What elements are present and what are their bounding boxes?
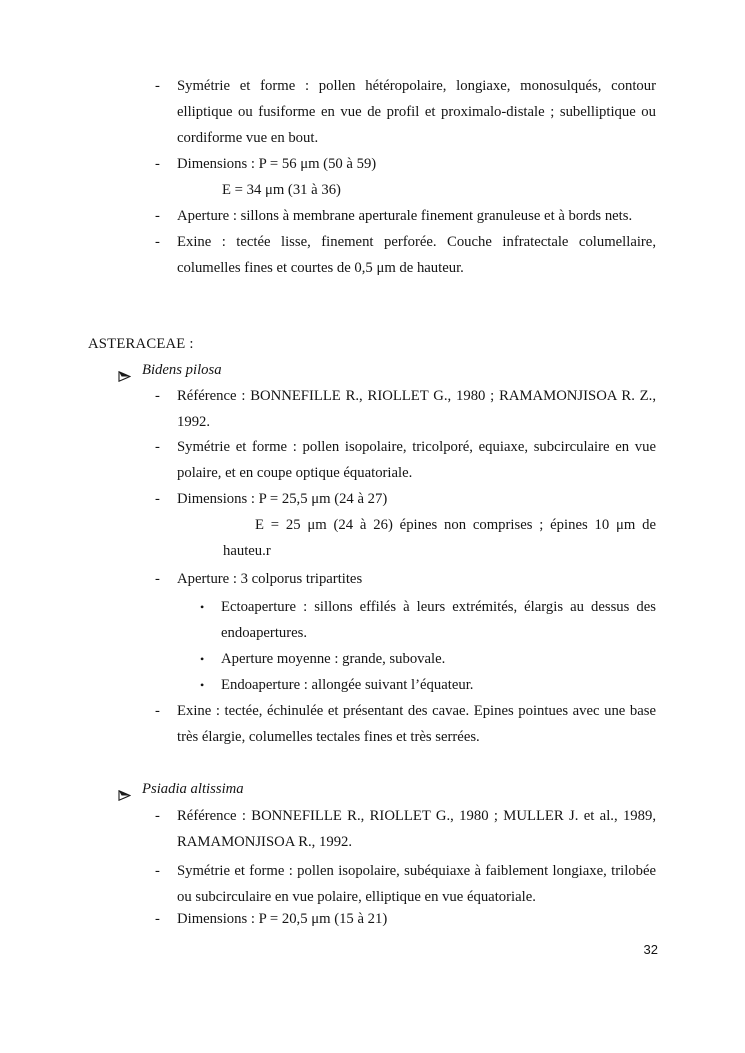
item-text: E = 34 μm (31 à 36) <box>222 182 341 198</box>
dash-marker: - <box>155 388 160 404</box>
item-text: Dimensions : P = 56 μm (50 à 59) <box>177 156 377 172</box>
species-heading-bidens-pilosa <box>0 357 745 383</box>
bullet-marker: • <box>200 652 205 666</box>
item-text: Dimensions : P = 20,5 μm (15 à 21) <box>177 911 388 927</box>
item-text: Référence : BONNEFILLE R., RIOLLET G., 1980 ; MULLER J. et al., 1989, RAMAMONJISOA R., 1992. <box>177 808 656 850</box>
species-heading-psiadia-altissima <box>0 776 745 802</box>
list-item-dimensions-e <box>0 512 745 538</box>
list-item-symetrie <box>0 434 745 486</box>
list-item-dimensions-e-continuation <box>0 538 745 564</box>
item-text: Aperture : sillons à membrane aperturale finement granuleuse et à bords nets. <box>177 208 633 224</box>
dash-marker: - <box>155 911 160 927</box>
dash-marker: - <box>155 78 160 94</box>
item-text: Symétrie et forme : pollen isopolaire, tricolporé, equiaxe, subcirculaire en vue polaire, et en coupe optique équatoriale. <box>177 439 656 481</box>
item-text: Exine : tectée, échinulée et présentant des cavae. Epines pointues avec une base très élargie, columelles tectales fines et très serrées. <box>177 703 656 745</box>
page-number: 32 <box>643 942 658 957</box>
dash-marker: - <box>155 703 160 719</box>
list-item-dimensions-cont <box>0 151 745 177</box>
list-item-symetrie-cont <box>0 73 745 151</box>
dash-marker: - <box>155 156 160 172</box>
item-text: E = 25 μm (24 à 26) épines non comprises ; épines 10 μm de <box>255 517 656 533</box>
dash-marker: - <box>155 863 160 879</box>
item-text: Référence : BONNEFILLE R., RIOLLET G., 1980 ; RAMAMONJISOA R. Z., 1992. <box>177 388 656 430</box>
item-text: Symétrie et forme : pollen hétéropolaire, longiaxe, monosulqués, contour elliptique ou fusiforme en vue de profil et proximalo-distale ; subelliptique ou cordiforme vue en bout. <box>177 78 656 146</box>
sub-item-ectoaperture <box>0 594 745 646</box>
item-text: Aperture moyenne : grande, subovale. <box>221 651 446 667</box>
list-item-aperture <box>0 566 745 592</box>
list-item-dimensions-2 <box>0 906 745 932</box>
dash-marker: - <box>155 808 160 824</box>
sub-item-endoaperture <box>0 672 745 698</box>
list-item-dimensions-e-cont <box>0 177 745 203</box>
list-item-reference-2 <box>0 803 745 855</box>
list-item-reference <box>0 383 745 435</box>
bullet-marker: • <box>200 678 205 692</box>
item-text: Aperture : 3 colporus tripartites <box>177 571 363 587</box>
dash-marker: - <box>155 439 160 455</box>
list-item-exine-cont <box>0 229 745 281</box>
dash-marker: - <box>155 571 160 587</box>
bullet-marker: • <box>200 600 205 614</box>
species-name: Psiadia altissima <box>142 781 244 797</box>
list-item-exine <box>0 698 745 750</box>
item-text: Symétrie et forme : pollen isopolaire, subéquiaxe à faiblement longiaxe, trilobée ou subcirculaire en vue polaire, elliptique en vue équatoriale. <box>177 863 656 905</box>
item-text: Exine : tectée lisse, finement perforée. Couche infratectale columellaire, columelles fines et courtes de 0,5 μm de hauteur. <box>177 234 656 276</box>
item-text: hauteu.r <box>223 543 271 559</box>
species-name: Bidens pilosa <box>142 362 222 378</box>
dash-marker: - <box>155 234 160 250</box>
dash-marker: - <box>155 491 160 507</box>
list-item-dimensions <box>0 486 745 512</box>
dash-marker: - <box>155 208 160 224</box>
item-text: Ectoaperture : sillons effilés à leurs extrémités, élargis au dessus des endoapertures. <box>221 599 656 641</box>
family-heading: ASTERACEAE : <box>88 336 194 352</box>
sub-item-aperture-moyenne <box>0 646 745 672</box>
item-text: Dimensions : P = 25,5 μm (24 à 27) <box>177 491 388 507</box>
list-item-aperture-cont <box>0 203 745 229</box>
list-item-symetrie-2 <box>0 858 745 910</box>
item-text: Endoaperture : allongée suivant l’équateur. <box>221 677 474 693</box>
